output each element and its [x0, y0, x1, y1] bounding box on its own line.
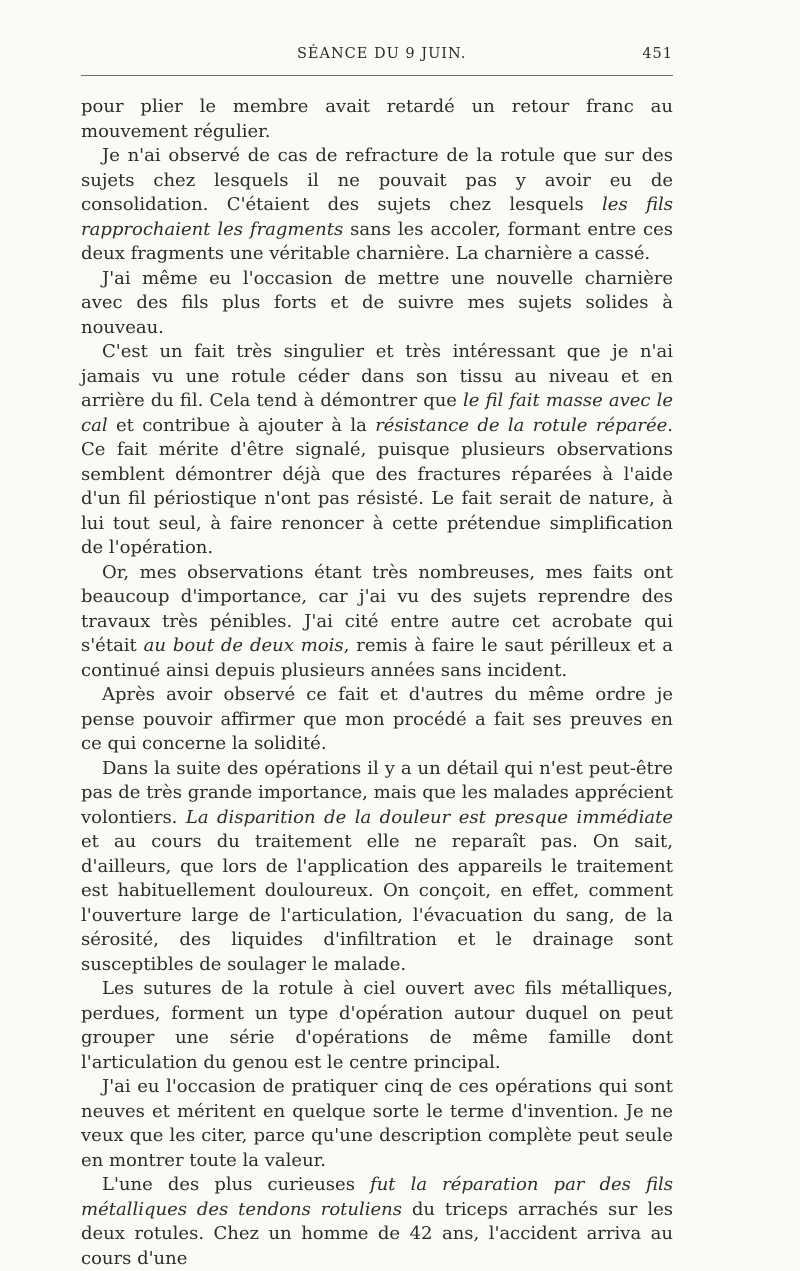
running-title: SÉANCE DU 9 JUIN.: [297, 46, 467, 62]
paragraph-2: Je n'ai observé de cas de refracture de la rotule que sur des sujets chez lesquels il ne pouvait pas y avoir eu de consolidation. C'étaient des sujets chez lesquels les fils rapprochaient les fragments sans les accoler, formant entre ces deux fragments une véritable charnière. La charnière a cassé.: [81, 145, 673, 264]
paragraph-8: Les sutures de la rotule à ciel ouvert avec fils métalliques, perdues, forment un type d'opération autour duquel on peut grouper une série d'opérations de même famille dont l'articulation du genou est le centre principal.: [81, 978, 673, 1073]
header-rule: [81, 75, 673, 76]
paragraph-5: Or, mes observations étant très nombreuses, mes faits ont beaucoup d'importance, car j'ai vu des sujets reprendre des travaux très pénibles. J'ai cité entre autre cet acrobate qui s'était au bout de deux mois, remis à faire le saut périlleux et a continué ainsi depuis plusieurs années sans incident.: [81, 561, 674, 681]
italic-phrase: les fils rapprochaient les fragments: [81, 194, 673, 240]
body-text: [81, 95, 673, 1271]
paragraph-3: J'ai même eu l'occasion de mettre une nouvelle charnière avec des fils plus forts et de suivre mes sujets solides à nouveau.: [81, 267, 673, 338]
page-number: 451: [642, 46, 673, 62]
italic-phrase: fut la réparation par des fils métalliques des tendons rotuliens: [81, 1174, 673, 1220]
paragraph-6: Après avoir observé ce fait et d'autres du même ordre je pense pouvoir affirmer que mon procédé a fait ses preuves en ce qui concerne la solidité.: [81, 684, 673, 754]
paragraph-10: L'une des plus curieuses fut la réparation par des fils métalliques des tendons rotuliens du triceps arrachés sur les deux rotules. Chez un homme de 42 ans, l'accident arriva au cours d'une: [81, 1174, 673, 1269]
italic-phrase: au bout de deux mois: [143, 635, 344, 656]
paragraph-1: pour plier le membre avait retardé un retour franc au mouvement régulier.: [81, 96, 673, 142]
paragraph-4: C'est un fait très singulier et très intéressant que je n'ai jamais vu une rotule céder dans son tissu au niveau et en arrière du fil. Cela tend à démontrer que le fil fait masse avec le cal et contribue à ajouter à la résistance de la rotule réparée. Ce fait mérite d'être signalé, puisque plusieurs observations semblent démontrer déjà que des fractures réparées à l'aide d'un fil périostique n'ont pas résisté. Le fait serait de nature, à lui tout seul, à faire renoncer à cette prétendue simplification de l'opération.: [81, 341, 673, 558]
italic-phrase: résistance de la rotule réparée: [375, 414, 668, 436]
paragraph-9: J'ai eu l'occasion de pratiquer cinq de ces opérations qui sont neuves et méritent en quelque sorte le terme d'invention. Je ne veux que les citer, parce qu'une description complète peut seule en montrer toute la valeur.: [81, 1076, 673, 1171]
italic-phrase: La disparition de la douleur est presque immédiate: [185, 806, 673, 828]
paragraph-7: Dans la suite des opérations il y a un détail qui n'est peut-être pas de très grande importance, mais que les malades apprécient volontiers. La disparition de la douleur est presque immédiate et au cours du traitement elle ne reparaît pas. On sait, d'ailleurs, que lors de l'application des appareils le traitement est habituellement douloureux. On conçoit, en effet, comment l'ouverture large de l'articulation, l'évacuation du sang, de la sérosité, des liquides d'infiltration et le drainage sont susceptibles de soulager le malade.: [81, 757, 673, 975]
running-header: [81, 46, 673, 68]
italic-phrase: le fil fait masse avec le cal: [81, 390, 673, 436]
